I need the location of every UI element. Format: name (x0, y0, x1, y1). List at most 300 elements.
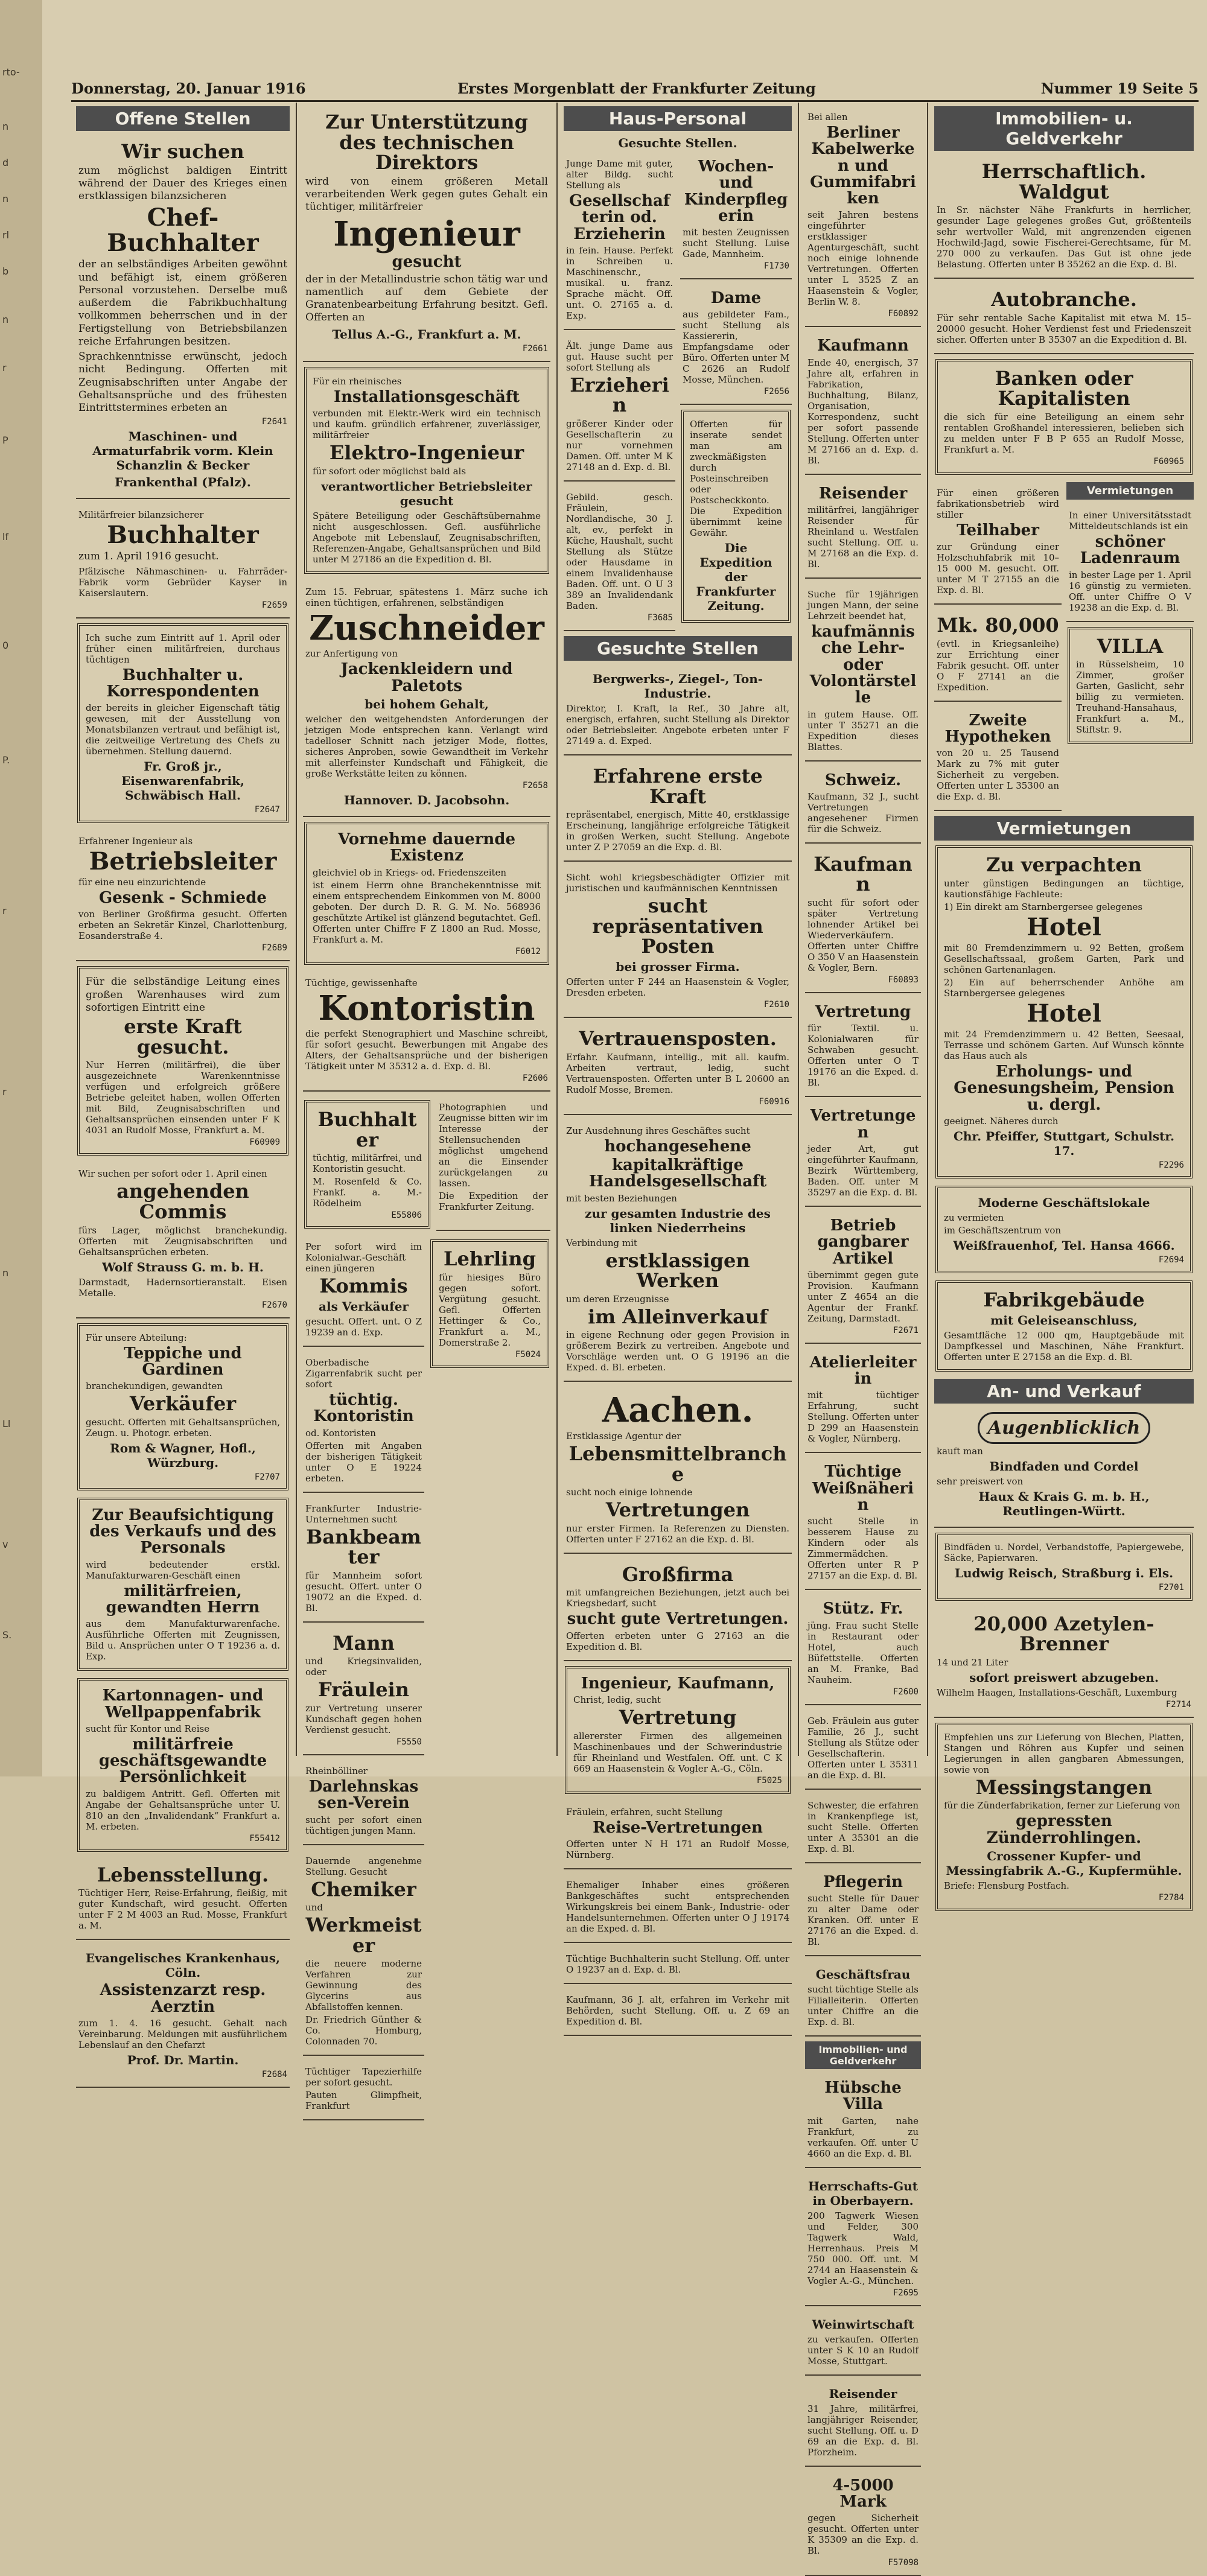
ad-body: gesucht. Offert. unt. O Z 19239 an d. Exp. (305, 1316, 422, 1338)
ad-body: Sprachkenntnisse erwünscht, jedoch nicht Bedingung. Offerten mit Zeugnisabschriften unter Angabe der Gehaltsansprüche und des frühesten Eintrittstermines erbeten an (78, 351, 287, 415)
edge-fragment: 0 (2, 640, 8, 651)
ad-subline: bei grosser Firma. (566, 959, 789, 974)
ad-intro: Ich suche zum Eintritt auf 1. April oder früher einen militärfreien, durchaus tüchtigen (86, 632, 280, 665)
classified-ad (303, 1850, 424, 2056)
page-header (71, 72, 1199, 102)
section-header: Offene Stellen (76, 106, 290, 131)
ad-code: F6012 (313, 947, 541, 956)
ad-body: jeder Art, gut eingeführter Kaufmann, Bezirk Württemberg, Baden. Off. unter M 35297 an die Exp. d. Bl. (807, 1143, 919, 1198)
classified-ad (564, 1989, 792, 2036)
ad-signature: Wilhelm Haagen, Installations-Geschäft, Luxemburg (937, 1687, 1191, 1698)
classified-ad (564, 1387, 792, 1554)
ad-signature: Rom & Wagner, Hofl., Würzburg. (86, 1441, 280, 1470)
ad-headline: Vornehme dauernde Existenz (313, 832, 541, 865)
classified-ad (303, 1760, 424, 1845)
ad-headline: Hotel (944, 1001, 1184, 1026)
ad-body: Offerten erbeten unter G 27163 an die Expedition d. Bl. (566, 1630, 789, 1652)
boxed-ad (1068, 627, 1193, 745)
ad-body: für Textil. u. Kolonialwaren für Schwaben gesucht. Offerten unter O T 19176 an die Exped. d. Bl. (807, 1023, 919, 1088)
boxed-ad (935, 845, 1193, 1178)
ad-headline: Assistenzarzt resp. Aerztin (78, 1982, 287, 2015)
ad-body: um deren Erzeugnisse (566, 1294, 789, 1305)
ad-code: F60965 (944, 457, 1184, 466)
ad-headline: verantwortlicher Betriebsleiter gesucht (313, 479, 541, 508)
classified-ad (76, 1859, 290, 1941)
ad-list-item: 1) Ein direkt am Starnbergersee gelegenes (944, 902, 1184, 912)
boxed-ad (935, 1186, 1193, 1273)
ad-headline: Kontoristin (305, 991, 548, 1026)
boxed-ad (304, 822, 549, 965)
ad-column (1066, 482, 1194, 816)
ad-list-item: 2) Ein auf beherrschender Anhöhe am Starnbergersee gelegenes (944, 977, 1184, 999)
column-4 (800, 103, 926, 1756)
ad-body: der in der Metallindustrie schon tätig war und namentlich auf dem Gebiete der Granatenbearbeitung Erfahrung besitzt. Gefl. Offerten an (305, 273, 548, 325)
classified-ad (805, 1458, 921, 1590)
classified-ad (805, 584, 921, 761)
classified-ad (76, 1945, 290, 2088)
ad-code: F2671 (807, 1326, 919, 1335)
ad-signature: Crossener Kupfer- und Messingfabrik A.-G., Kupfermühle. (944, 1849, 1184, 1878)
ad-body: Christ, ledig, sucht (573, 1694, 782, 1705)
ad-subline: gesucht (305, 254, 548, 270)
ad-body: mit tüchtiger Erfahrung, sucht Stellung. Offerten unter D 299 an Haasenstein & Vogler, Nürnberg. (807, 1390, 919, 1444)
ad-column (934, 482, 1062, 816)
two-column-ad-row (564, 153, 792, 636)
classified-ad (805, 1349, 921, 1454)
classified-ad (805, 2173, 921, 2306)
ad-body: zur Anfertigung von (305, 648, 548, 659)
ad-subline: für eine neu einzurichtende (78, 877, 287, 888)
ad-body: zur Gründung einer Holzschuhfabrik mit 10–15 000 M. gesucht. Off. unter M T 27155 an die Exp. d. Bl. (937, 541, 1059, 596)
ad-headline: Teppiche und Gardinen (86, 1346, 280, 1379)
ad-body: geeignet. Näheres durch (944, 1116, 1184, 1127)
ad-intro: Für unsere Abteilung: (86, 1332, 280, 1343)
ad-body: (evtl. in Kriegsanleihe) zur Errichtung einer Fabrik gesucht. Off. unter O F 27141 an die Expedition. (937, 638, 1059, 693)
ad-body: Empfehlen uns zur Lieferung von Blechen, Platten, Stangen und Röhren aus Kupfer und seinen Legierungen in allen gangbaren Abmessungen, sowie von (944, 1732, 1184, 1775)
two-column-ad-row (934, 482, 1194, 816)
ad-body: in gutem Hause. Off. unter T 35271 an die Expedition dieses Blattes. (807, 709, 919, 752)
classified-ad (934, 284, 1194, 354)
ad-headline: Betrieb gangbarer Artikel (807, 1218, 919, 1267)
ad-body: sucht Stelle in besserem Hause zu Kindern oder als Zimmermädchen. Offerten unter R P 27157 an die Exp. d. Bl. (807, 1516, 919, 1581)
ad-code: F2689 (78, 943, 287, 953)
ad-signature: Maschinen- und Armaturfabrik vorm. Klein Schanzlin & Becker (78, 429, 287, 472)
ad-code: F2647 (86, 805, 280, 815)
ad-body: und Kriegsinvaliden, oder (305, 1656, 422, 1678)
ad-body: gegen Sicherheit gesucht. Offerten unter K 35309 an die Exp. d. Bl. (807, 2513, 919, 2556)
section-header: Gesuchte Stellen (564, 636, 792, 661)
ad-body: sehr preiswert von (937, 1476, 1191, 1487)
edge-fragment: d (2, 157, 8, 168)
ad-body: Tüchtige Buchhalterin sucht Stellung. Off. unter O 19237 an d. Exp. d. Bl. (566, 1953, 789, 1975)
classified-ad (805, 1102, 921, 1207)
ad-headline: Darlehnskassen-Verein (305, 1779, 422, 1812)
ad-headline: Installationsgeschäft (313, 389, 541, 405)
ad-headline: militärfreien, gewandten Herrn (86, 1583, 280, 1617)
ad-code: F2670 (78, 1300, 287, 1310)
ad-code: F2707 (86, 1472, 280, 1482)
classified-ad (934, 156, 1194, 279)
ad-headline: VILLA (1076, 637, 1184, 657)
ad-list-item: Bindfaden und Cordel (937, 1459, 1191, 1474)
section-header: Vermietungen (934, 816, 1194, 841)
classified-ad (805, 480, 921, 579)
column-5 (929, 103, 1199, 1756)
ad-intro: Fräulein, erfahren, sucht Stellung (566, 1807, 789, 1818)
ad-intro: Erfahrener Ingenieur als (78, 836, 287, 847)
ad-headline: 4-5000 Mark (807, 2478, 919, 2511)
ad-headline: Elektro-Ingenieur (313, 443, 541, 463)
edge-fragment: r (2, 905, 7, 917)
ad-headline: Kaufmann (807, 338, 919, 354)
classified-ad (805, 1710, 921, 1790)
classified-ad (934, 707, 1062, 812)
ad-body: aus dem Manufakturwarenfache. Ausführliche Offerten mit Zeugnissen, Bild u. Ansprüchen unter O T 19236 a. d. Exp. (86, 1618, 280, 1662)
ad-headline: Pflegerin (807, 1874, 919, 1891)
ad-intro: Dauernde angenehme Stellung. Gesucht (305, 1856, 422, 1877)
ad-headline: Verkäufer (86, 1394, 280, 1414)
ad-body: für die Zünderfabrikation, ferner zur Lieferung von (944, 1800, 1184, 1811)
ad-body: zum 1. April 1916 gesucht. (78, 550, 287, 563)
ad-signature: M. Rosenfeld & Co. Frankf. a. M.-Rödelheim (313, 1176, 422, 1209)
ad-body: sucht tüchtige Stelle als Filialleiterin. Offerten unter Chiffre an die Exp. d. Bl. (807, 1984, 919, 2027)
ad-code: F60909 (86, 1137, 280, 1147)
ad-place: Darmstadt, Hadernsortieranstalt. Eisen Metalle. (78, 1277, 287, 1299)
ad-headline: Gesellschafterin od. Erzieherin (566, 193, 673, 243)
ad-headline: Vertretungen (566, 1500, 789, 1521)
boxed-ad (935, 1723, 1193, 1911)
ad-body: Offerten mit Angaben der bisherigen Tätigkeit unter O E 19224 erbeten. (305, 1440, 422, 1484)
ad-intro: Sicht wohl kriegsbeschädigter Offizier mit juristischen und kaufmännischen Kenntnissen (566, 872, 789, 894)
boxed-ad (935, 359, 1193, 475)
ad-code: F2641 (78, 417, 287, 427)
classified-ad (76, 1163, 290, 1318)
ad-intro: Militärfreier bilanzsicherer (78, 509, 287, 520)
ad-column (680, 153, 792, 636)
ad-intro: Tüchtige, gewissenhafte (305, 978, 548, 988)
classified-ad (303, 1627, 424, 1755)
classified-ad (564, 1874, 792, 1943)
column-rule (798, 103, 799, 1756)
ad-headline: Werkmeister (305, 1915, 422, 1956)
ad-headline: Reisender (807, 2387, 919, 2401)
classified-ad (805, 106, 921, 327)
ad-headline: angehenden Commis (78, 1181, 287, 1222)
ad-headline: im Alleinverkauf (566, 1307, 789, 1328)
ad-code: F2661 (305, 344, 548, 354)
ad-body: militärfrei, langjähriger Reisender für Rheinland u. Westfalen sucht Stellung. Off. u. M 27168 an die Exp. d. Bl. (807, 504, 919, 570)
classified-ad (805, 2074, 921, 2168)
ad-body: zum möglichst baldigen Eintritt während der Dauer des Krieges einen erstklassigen bilanzsicheren (78, 165, 287, 203)
ad-code: F55412 (86, 1834, 280, 1843)
column-rule (556, 103, 558, 1756)
ad-headline: Vertretung (573, 1708, 782, 1728)
ad-body: von 20 u. 25 Tausend Mark zu 7% mit guter Sicherheit zu vergeben. Offerten unter L 35300 an die Exp. d. Bl. (937, 748, 1059, 802)
classified-ad (303, 2061, 424, 2120)
ad-headline: Fräulein (305, 1680, 422, 1700)
ad-body: Erfahr. Kaufmann, intellig., mit all. kaufm. Arbeiten vertraut, ledig, sucht Vertrauensposten. Offerten unter B L 20600 an Rudolf Mosse, Bremen. (566, 1052, 789, 1095)
ad-headline: Erholungs- und Genesungsheim, Pension u. dergl. (944, 1064, 1184, 1113)
ad-body: welcher den weitgehendsten Anforderungen der jetzigen Mode entsprechen kann. Verlangt wird tadelloser Schnitt nach jetziger Mode, flottes, sicheres Anproben, sowie Gewandtheit im Verkehr mit allerfeinster Kundschaft und Fähigkeit, die große Werkstätte leiten zu können. (305, 714, 548, 779)
ad-headline: Aachen. (566, 1393, 789, 1428)
ad-body: mit umfangreichen Beziehungen, jetzt auch bei Kriegsbedarf, sucht (566, 1587, 789, 1609)
ad-body: in Rüsselsheim, 10 Zimmer, großer Garten, Gaslicht, sehr billig zu vermieten. Treuhand-Hansahaus, Frankfurt a. M., Stiftstr. 9. (1076, 659, 1184, 735)
classified-ad (564, 760, 792, 862)
ad-body: tüchtig, militärfrei, und Kontoristin gesucht. (313, 1153, 422, 1174)
ad-code: F2600 (807, 1687, 919, 1697)
classified-ad (805, 1961, 921, 2037)
ad-body: für Mannheim sofort gesucht. Offert. unter O 19072 an die Exped. d. Bl. (305, 1570, 422, 1614)
ad-headline: sucht gute Vertretungen. (566, 1611, 789, 1627)
ad-body: unter günstigen Bedingungen an tüchtige, kautionsfähige Fachleute: (944, 878, 1184, 900)
ad-headline: Chemiker (305, 1880, 422, 1900)
ad-signature: Wolf Strauss G. m. b. H. (78, 1260, 287, 1274)
ad-place: Briefe: Flensburg Postfach. (944, 1880, 1184, 1891)
ad-subline: als Verkäufer (305, 1299, 422, 1314)
boxed-ad (77, 1323, 288, 1490)
ad-body: seit Jahren bestens eingeführter erstklassiger Agenturgeschäft, sucht noch einige lohnende Vertretungen. Offerten unter L 3525 Z an Haasenstein & Vogler, Berlin W. 8. (807, 209, 919, 307)
ad-body: in bester Lage per 1. April 16 günstig zu vermieten. Off. unter Chiffre O V 19238 an die Exp. d. Bl. (1069, 570, 1191, 613)
ad-signature: Ludwig Reisch, Straßburg i. Els. (944, 1566, 1184, 1580)
classified-ad (564, 335, 675, 482)
classified-ad (805, 1868, 921, 1956)
ad-headline: Teilhaber (937, 523, 1059, 539)
ad-headline: Kaufmann (807, 854, 919, 895)
edge-fragment: r (2, 1086, 7, 1098)
ad-headline: militärfreie geschäftsgewandte Persönlichkeit (86, 1737, 280, 1786)
ad-headline: Lebensmittelbranche (566, 1444, 789, 1484)
ad-body: Ehemaliger Inhaber eines größeren Bankgeschäftes sucht entsprechenden Wirkungskreis bei einem Bank-, Industrie- oder Handelsunternehmen. Offerten unter O J 19174 an die Exped. d. Bl. (566, 1880, 789, 1934)
left-page-edge (0, 0, 42, 1776)
ad-body: fürs Lager, möglichst branchekundig. Offerten mit Zeugnisabschriften und Gehaltsansprüchen erbeten. (78, 1225, 287, 1258)
ad-intro: Junge Dame mit guter, alter Bildg. sucht Stellung als (566, 158, 673, 191)
ad-signature: Pfälzische Nähmaschinen- u. Fahrräder-Fabrik vorm Gebrüder Kayser in Kaiserslautern. (78, 566, 287, 599)
ad-code: F5025 (573, 1776, 782, 1786)
ad-code: F2701 (944, 1583, 1184, 1592)
classified-ad (680, 153, 792, 279)
edge-fragment: r (2, 362, 7, 374)
ad-signature: Hannover. D. Jacobsohn. (305, 793, 548, 807)
ad-subline: bei hohem Gehalt, (305, 697, 548, 711)
ad-body: wird von einem größeren Metall verarbeitenden Werk gegen gutes Gehalt ein tüchtiger, militärfreier (305, 176, 548, 214)
ad-code: F60892 (807, 309, 919, 319)
classified-ad (564, 1801, 792, 1869)
ad-body: sucht per sofort einen tüchtigen jungen Mann. (305, 1814, 422, 1836)
ad-body: Photographien und Zeugnisse bitten wir im Interesse der Stellensuchenden möglichst umgehend an die Einsender zurückgelangen zu lassen. (439, 1102, 548, 1189)
boxed-ad (935, 1533, 1193, 1601)
classified-ad (436, 1096, 550, 1231)
column-2 (298, 103, 555, 1756)
ad-body: sucht noch einige lohnende (566, 1487, 789, 1498)
classified-ad (76, 504, 290, 618)
ad-body: Bindfäden u. Nordel, Verbandstoffe, Papiergewebe, Säcke, Papierwaren. (944, 1542, 1184, 1563)
ad-headline: Ingenieur (305, 217, 548, 252)
ad-subline: zu vermieten (944, 1212, 1184, 1223)
ad-headline: Erzieherin (566, 375, 673, 416)
ad-headline: Vertretung (807, 1004, 919, 1020)
classified-ad (934, 609, 1062, 702)
ad-body: Offerten für inserate sendet man am zweckmäßigsten durch Posteinschreiben oder Postscheckkonto. Die Expedition übernimmt keine Gewähr. (690, 419, 782, 538)
ad-headline: Wochen- und Kinderpflegerin (683, 159, 789, 224)
ad-body: Für die selbständige Leitung eines großen Warenhauses wird zum sofortigen Eintritt eine (86, 976, 280, 1014)
ad-code: F2658 (305, 781, 548, 790)
ad-headline: Lehrling (439, 1249, 541, 1270)
ad-headline: Atelierleiterin (807, 1355, 919, 1388)
ad-headline: erstklassigen Werken (566, 1251, 789, 1291)
ad-intro: Bergwerks-, Ziegel-, Ton-Industrie. (566, 672, 789, 701)
ad-signature: Chr. Pfeiffer, Stuttgart, Schulstr. 17. (944, 1129, 1184, 1158)
boxed-ad (565, 1666, 791, 1794)
ad-headline: Bankbeamter (305, 1527, 422, 1568)
ad-headline: Mann (305, 1633, 422, 1654)
classified-ad (934, 1608, 1194, 1718)
ad-column (303, 1236, 424, 2125)
ad-intro: Oberbadische Zigarrenfabrik sucht per sofort (305, 1357, 422, 1390)
ad-headline: zur gesamten Industrie des linken Niederrheins (566, 1206, 789, 1235)
ad-body: Gesamtfläche 12 000 qm, Hauptgebäude mit Dampfkessel und Maschinen, Nähe Frankfurt. Offerten unter E 27158 an die Exp. d. Bl. (944, 1330, 1184, 1363)
edge-fragment: n (2, 193, 8, 205)
ad-body: Tüchtiger Herr, Reise-Erfahrung, fleißig, mit guter Kundschaft, wird gesucht. Offerten unter F 2 M 4003 an Rud. Mosse, Frankfurt a. M. (78, 1887, 287, 1931)
ad-signature: Pauten Glimpfheit, Frankfurt (305, 2090, 422, 2111)
classified-ad (680, 284, 792, 405)
classified-ad (805, 2472, 921, 2576)
ad-intro: Ält. junge Dame aus gut. Hause sucht per sofort Stellung als (566, 340, 673, 373)
edge-fragment: lf (2, 531, 8, 542)
classified-ad (303, 1498, 424, 1623)
ad-headline: Betriebsleiter (78, 849, 287, 874)
ad-headline: sofort preiswert abzugeben. (937, 1670, 1191, 1685)
ad-subline: branchekundigen, gewandten (86, 1381, 280, 1391)
ad-body: Spätere Beteiligung oder Geschäftsübernahme nicht ausgeschlossen. Gefl. ausführliche Angebote mit Lebenslauf, Zeugnisabschriften, Referenzen-Angabe, Gehaltsansprüchen und Bild unter M 27186 an die Expedition d. Bl. (313, 510, 541, 565)
ad-body: der an selbständiges Arbeiten gewöhnt und befähigt ist, einem größeren Personal vorzustehen. Derselbe muß außerdem die Fabrikbuchhaltung vollkommen beherrschen und in der Fertigstellung von Betriebsbilanzen reiche Erfahrungen besitzen. (78, 258, 287, 348)
ad-headline: Chef-Buchhalter (78, 205, 287, 256)
ad-body: in eigene Rechnung oder gegen Provision in größerem Bezirk zu vertreiben. Angebote und Vorschläge werden unt. O G 19196 an die Exped. d. Bl. erbeten. (566, 1329, 789, 1373)
ad-body: 14 und 21 Liter (937, 1657, 1191, 1668)
ad-signature: Die Expedition der Frankfurter Zeitung. (690, 541, 782, 613)
ad-body: zu baldigem Antritt. Gefl. Offerten mit Angabe der Gehaltsansprüche unter U. 810 an den „Invalidendank“ Frankfurt a. M. erbeten. (86, 1789, 280, 1832)
ad-headline: Lebensstellung. (78, 1865, 287, 1886)
ad-headline: Fabrikgebäude (944, 1290, 1184, 1311)
column-rule (296, 103, 297, 1756)
ad-signature: Tellus A.-G., Frankfurt a. M. (305, 327, 548, 342)
classified-ad (564, 867, 792, 1018)
ad-subline: mit Geleiseanschluss, (944, 1313, 1184, 1328)
ad-headline: gepressten Zünderrohlingen. (944, 1813, 1184, 1846)
ad-body: mit Garten, nahe Frankfurt, zu verkaufen. Off. unter U 4660 an die Exp. d. Bl. (807, 2116, 919, 2159)
ad-headline: Zuschneider (305, 611, 548, 646)
ad-headline: Mk. 80,000 (937, 615, 1059, 636)
ad-body: mit besten Beziehungen (566, 1193, 789, 1204)
classified-ad (934, 1408, 1194, 1528)
ad-place: Frankenthal (Pfalz). (78, 475, 287, 489)
boxed-ad (77, 1678, 288, 1851)
edge-fragment: n (2, 1267, 8, 1279)
ad-headline: Hübsche Villa (807, 2080, 919, 2113)
classified-ad (805, 2380, 921, 2467)
ad-code: F2784 (944, 1893, 1184, 1903)
ad-headline: Zur Unterstützung des technischen Direktors (305, 112, 548, 173)
classified-ad (1066, 504, 1194, 622)
ad-body: die perfekt Stenographiert und Maschine schreibt, für sofort gesucht. Bewerbungen mit Angabe des Alters, der Gehaltsansprüche und der bisherigen Tätigkeit unter M 35312 a. d. Exp. d. Bl. (305, 1028, 548, 1072)
ad-intro: Suche für 19jährigen jungen Mann, der seine Lehrzeit beendet hat, (807, 589, 919, 622)
boxed-ad (77, 1498, 288, 1671)
two-column-ad-row (303, 1096, 550, 1236)
ad-body: sucht Stelle für Dauer zu alter Dame oder Kranken. Off. unter E 27176 an die Exped. d. Bl. (807, 1893, 919, 1947)
classified-ad (564, 666, 792, 755)
ad-headline: Gesenk - Schmiede (78, 890, 287, 906)
ad-code: F2695 (807, 2288, 919, 2298)
ad-body: Ende 40, energisch, 37 Jahre alt, erfahren in Fabrikation, Buchhaltung, Bilanz, Organisation, Korrespondenz, sucht per sofort passende Stellung. Offerten unter M 27166 an d. Exp. d. Bl. (807, 357, 919, 466)
edge-fragment: P. (2, 754, 10, 766)
classified-ad (564, 1948, 792, 1984)
ad-code: F2714 (937, 1700, 1191, 1709)
ad-body: Offerten unter F 244 an Haasenstein & Vogler, Dresden erbeten. (566, 976, 789, 998)
edge-fragment: v (2, 1539, 8, 1550)
ad-signature: Dr. Friedrich Günther & Co. Homburg, Colonnaden 70. (305, 2014, 422, 2047)
boxed-ad (935, 1280, 1193, 1372)
ad-body: Gebild. gesch. Fräulein, Nordlandische, 30 J. alt, ev., perfekt in Küche, Haushalt, sucht Stellung als Stütze oder Hausdame in einem Invalidenhause Baden. Off. unt. O U 3 389 an Invalidendank Baden. (566, 492, 673, 611)
ad-code: F2656 (683, 387, 789, 396)
ad-body: Kaufmann, 32 J., sucht Vertretungen angesehener Firmen für die Schweiz. (807, 791, 919, 835)
ad-body: Geb. Fräulein aus guter Familie, 26 J., sucht Stellung als Stütze oder Gesellschafterin. Offerten unter L 35311 an die Exp. d. Bl. (807, 1716, 919, 1781)
edge-fragment: P (2, 434, 8, 446)
ad-body: kauft man (937, 1446, 1191, 1457)
ad-body: die sich für eine Beteiligung an einem sehr rentablen Großhandel interessieren, belieben sich zu melden unter F B P 655 an Rudolf Mosse, Frankfurt a. M. (944, 412, 1184, 455)
ad-code: F57098 (807, 2558, 919, 2568)
ad-body: Tüchtiger Tapezierhilfe per sofort gesucht. (305, 2066, 422, 2088)
ad-headline: Jackenkleidern und Paletots (305, 661, 548, 695)
ad-headline: Tüchtige Weißnäherin (807, 1464, 919, 1513)
ad-intro: Rheinbölliner (305, 1766, 422, 1776)
ad-subline: sucht für Kontor und Reise (86, 1723, 280, 1734)
classified-ad (805, 998, 921, 1097)
ad-headline: sucht repräsentativen Posten (566, 896, 789, 957)
column-rule (927, 103, 928, 1756)
ad-headline: Moderne Geschäftslokale (944, 1195, 1184, 1210)
ad-body: sucht für sofort oder später Vertretung lohnender Artikel bei Wiederverkäufern. Offerten unter Chiffre O 350 V an Haasenstein & Vogler, Bern. (807, 897, 919, 973)
two-column-ad-row (303, 1236, 550, 2125)
ad-headline: Zu verpachten (944, 855, 1184, 876)
ad-body: 31 Jahre, militärfrei, langjähriger Reisender, sucht Stellung. Off. u. D 69 an die Exp. d. Bl. Pforzheim. (807, 2403, 919, 2458)
classified-ad (303, 106, 550, 362)
boxed-ad (77, 966, 288, 1156)
edge-fragment: S. (2, 1629, 11, 1641)
ad-body: zum 1. 4. 16 gesucht. Gehalt nach Vereinbarung. Meldungen mit ausführlichem Lebenslauf an den Chefarzt (78, 2018, 287, 2050)
ad-headline: erste Kraft gesucht. (86, 1017, 280, 1057)
section-header: Haus-Personal (564, 106, 792, 131)
ad-headline: hochangesehene (566, 1139, 789, 1155)
section-header: Vermietungen (1066, 482, 1194, 500)
ad-headline: Schweiz. (807, 772, 919, 789)
ad-body: jüng. Frau sucht Stelle in Restaurant oder Hotel, auch Büfettstelle. Offerten an M. Franke, Bad Nauheim. (807, 1620, 919, 1685)
ad-body: verbunden mit Elektr.-Werk wird ein technisch und kaufm. gründlich erfahrener, zuverlässiger, militärfreier (313, 408, 541, 440)
ad-headline: Erfahrene erste Kraft (566, 766, 789, 807)
ad-body: Nur Herren (militärfrei), die über ausgezeichnete Warenkenntnisse verfügen und erfolgreich größere Betriebe geleitet haben, wollen Offerten mit Bild, Zeugnisabschriften und Gehaltsansprüchen einsenden unter F K 4031 an Rudolf Mosse, Frankfurt a. M. (86, 1060, 280, 1136)
ad-body: im Geschäftszentrum von (944, 1225, 1184, 1236)
classified-ad (564, 486, 675, 631)
ad-intro: In einer Universitätsstadt Mitteldeutschlands ist ein (1069, 510, 1191, 532)
classified-ad (564, 1023, 792, 1115)
boxed-ad (681, 410, 791, 623)
section-header: An- und Verkauf (934, 1379, 1194, 1404)
classified-ad (805, 1595, 921, 1705)
page-number: Nummer 19 Seite 5 (1041, 80, 1199, 97)
ad-headline: Reise-Vertretungen (566, 1820, 789, 1836)
ad-code: F2659 (78, 600, 287, 610)
ad-intro: Wir suchen per sofort oder 1. April einen (78, 1168, 287, 1179)
ad-headline: Weinwirtschaft (807, 2317, 919, 2332)
ad-body: allererster Firmen des allgemeinen Maschinenbaues und der Schwerindustrie für Rheinland und Westfalen. Off. unt. C K 669 an Haasenstein & Vogler A.-G., Cöln. (573, 1731, 782, 1774)
